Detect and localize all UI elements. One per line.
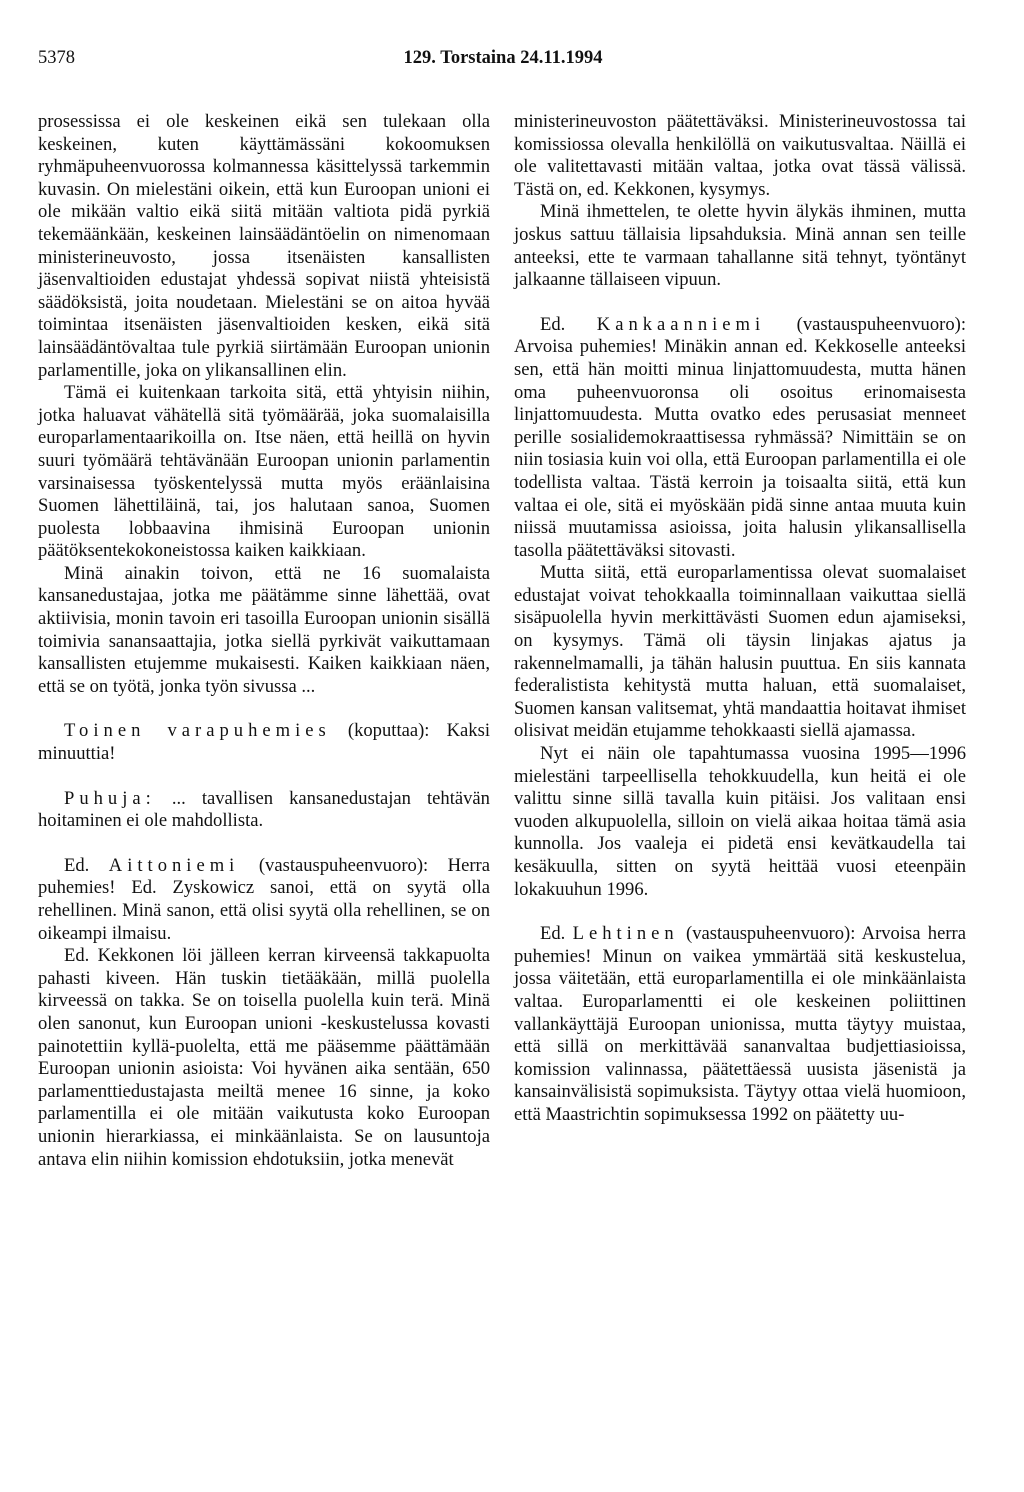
speaker-name: Puhuja: <box>64 787 156 809</box>
speaker-paragraph <box>38 720 490 765</box>
paragraph: prosessissa ei ole keskeinen eikä sen tulekaan olla keskeinen, kuten käyttämässäni kokoomuksen ryhmäpuheenvuorossa kolmannessa käsittelyssä tarkemmin kuvasin. On mielestäni oikein, että kun Euroopan unioni ei ole mikään valtio eikä siitä mitään valtiota pidä pyrkiä tekemäänkään, keskeinen lainsäädäntöelin on nimenomaan ministerineuvosto, jossa itsenäisten kansallisten jäsenvaltioiden edustajat yhdessä sopivat niistä yhteisistä säädöksistä, joita noudetaan. Mielestäni se on aitoa hyvää toimintaa itsenäisten jäsenvaltioiden kesken, eikä sitä lainsäädäntövaltaa tule pyrkiä siirtämään Euroopan unionin parlamentille, joka on ylikansallinen elin. <box>38 111 490 381</box>
page-header <box>38 48 968 78</box>
speaker-text: (vastauspuheenvuoro): Arvoisa herra puhemies! Minun on vaikea ymmärtää sitä keskustelua, jossa väitetään, että europarlamentilla ei ole minkäänlaista valtaa. Europarlamentti ei ole keskeinen poliittinen vallankäyttäjä Euroopan unionissa, mutta täytyy muistaa, että sillä on merkittävää sananvaltaa budjettiasioissa, komission valinnassa, päätettäessä uusista jäsenistä ja kansainvälisistä sopimuksista. Täytyy ottaa vielä huomioon, että Maastrichtin sopimuksessa 1992 on päätetty uu- <box>514 923 966 1125</box>
paragraph: Nyt ei näin ole tapahtumassa vuosina 1995—1996 mielestäni tarpeellisella tehokkuudella, kun heitä ei ole valittu sinne sillä tavalla kuin pitäisi. Jos valitaan ensi vuoden alkupuolella, silloin on vielä aikaa hoitaa tämä asia kunnolla. Jos vaaleja ei pidetä ensi kevätkaudella tai kesäkuulla, sitten on syytä heittää vuosi eteenpäin lokakuuhun 1996. <box>514 743 966 900</box>
paragraph: Tämä ei kuitenkaan tarkoita sitä, että yhtyisin niihin, jotka haluavat vähätellä sitä työmäärää, joka suomalaisilla europarlamentaarikoilla on. Itse näen, että heillä on hyvin suuri työmäärä tehtävänään Euroopan unionin parlamentin varsinaisessa työskentelyssä mutta myös eräänlaisina Suomen lähettiläinä, tai, jos halutaan sanoa, Suomen puolesta lobbaavina ihmisinä Euroopan unionin päätöksentekokoneistossa kaiken kaikkiaan. <box>38 382 490 562</box>
paragraph: ministerineuvoston päätettäväksi. Ministerineuvostossa tai komissiossa olevalla henkilöllä on vaikutusvaltaa. Näillä ei ole valitettavasti mitään valtaa, jotka ovat tässä välissä. Tästä on, ed. Kekkonen, kysymys. <box>514 111 966 200</box>
page-number: 5378 <box>38 48 75 68</box>
speaker-text: (vastauspuheenvuoro): Herra puhemies! Ed. Zyskowicz sanoi, että on syytä olla rehellinen. Minä sanon, että olisi syytä olla rehellinen, se on oikeampi ilmaisu. <box>38 854 490 944</box>
header-title: 129. Torstaina 24.11.1994 <box>403 48 603 68</box>
paragraph: Minä ainakin toivon, että ne 16 suomalaista kansanedustajaa, jotka me päätämme sinne lähettää, ovat aktiivisia, monin tavoin eri tasoilla Euroopan unionin sisällä toimivia sanansaattajia, jotka siellä pyrkivät vaikuttamaan kansallisten etujemme mukaisesti. Kaiken kaikkiaan näen, että se on työtä, jonka työn sivussa ... <box>38 562 490 697</box>
speaker-paragraph <box>38 855 490 945</box>
paragraph: Minä ihmettelen, te olette hyvin älykäs ihminen, mutta joskus sattuu tällaisia lipsahduksia. Minä annan sen teille anteeksi, ette te varmaan tahallanne sitä tehnyt, työntänyt jalkaanne tällaiseen vipuun. <box>514 201 966 291</box>
speaker-name: Aittoniemi <box>108 854 240 876</box>
speaker-prefix: Ed. <box>540 923 573 945</box>
speaker-paragraph <box>38 788 490 833</box>
speaker-name: Lehtinen <box>572 923 679 945</box>
speaker-text: (vastauspuheenvuoro): Arvoisa puhemies! Minäkin annan ed. Kekkoselle anteeksi sen, että hän moitti minua linjattomuudesta, mutta hänen oma puheenvuoronsa oli osoitus erinomaisesta linjattomuudesta. Mutta ovatko edes perusasiat menneet perille sosialidemokraattisessa ryhmässä? Nimittäin se on niin tosiasia kuin voi olla, että Euroopan parlamentilla ei ole todellista valtaa. Tästä kerroin ja toisaalta siitä, että kun valtaa ei ole, sitä ei myöskään pidä sinne antaa muuta kuin niissä muutamissa asioissa, joita halusin ylikansallisella tasolla päätettäväksi sitovasti. <box>514 313 966 561</box>
speaker-paragraph <box>514 314 966 563</box>
paragraph: Mutta siitä, että europarlamentissa olevat suomalaiset edustajat voivat tehokkaalla toiminnallaan vaikuttaa siellä sisäpuolella hyvin merkittävästi Suomen edun ajamiseksi, on kysymys. Tämä oli täysin linjakas ajatus ja rakennelmamalli, ja tähän halusin puuttua. En siis kannata federalistista kehitystä mutta haluan, että suomalaiset, Suomen kansan valitsemat, yhtä mandaattia hoitavat ihmiset olisivat meidän etujamme tehokkaasti siellä ajamassa. <box>514 562 966 742</box>
speaker-prefix: Ed. <box>64 854 109 876</box>
speaker-name: Kankaanniemi <box>596 313 766 335</box>
speaker-text: ... tavallisen kansanedustajan tehtävän hoitaminen ei ole mahdollista. <box>38 787 490 832</box>
paragraph: Ed. Kekkonen löi jälleen kerran kirveensä takkapuolta pahasti kiveen. Hän tuskin tietääkään, millä puolella kirveessä on takka. Se on toisella puolella kuin terä. Minä olen sanonut, kun Euroopan unioni -keskustelussa kovasti painotettiin kyllä-puolelta, että me pääsemme päättämään Euroopan unionin asioista: Voi hyvänen aika sentään, 650 parlamenttiedustajasta meiltä menee 16 sinne, ja koko parlamentilla ei ole mitään vaikutusta koko Euroopan unionin hierarkiassa, ei minkäänlaista. Se on lausuntoja antava elin niihin komission ehdotuksiin, jotka menevät <box>38 945 490 1170</box>
speaker-prefix: Ed. <box>540 313 597 335</box>
speaker-name: Toinen varapuhemies <box>64 720 331 742</box>
speaker-text: (koputtaa): Kaksi minuuttia! <box>38 720 490 765</box>
left-column <box>38 111 490 1171</box>
speaker-paragraph <box>514 923 966 1126</box>
right-column <box>514 111 966 1127</box>
